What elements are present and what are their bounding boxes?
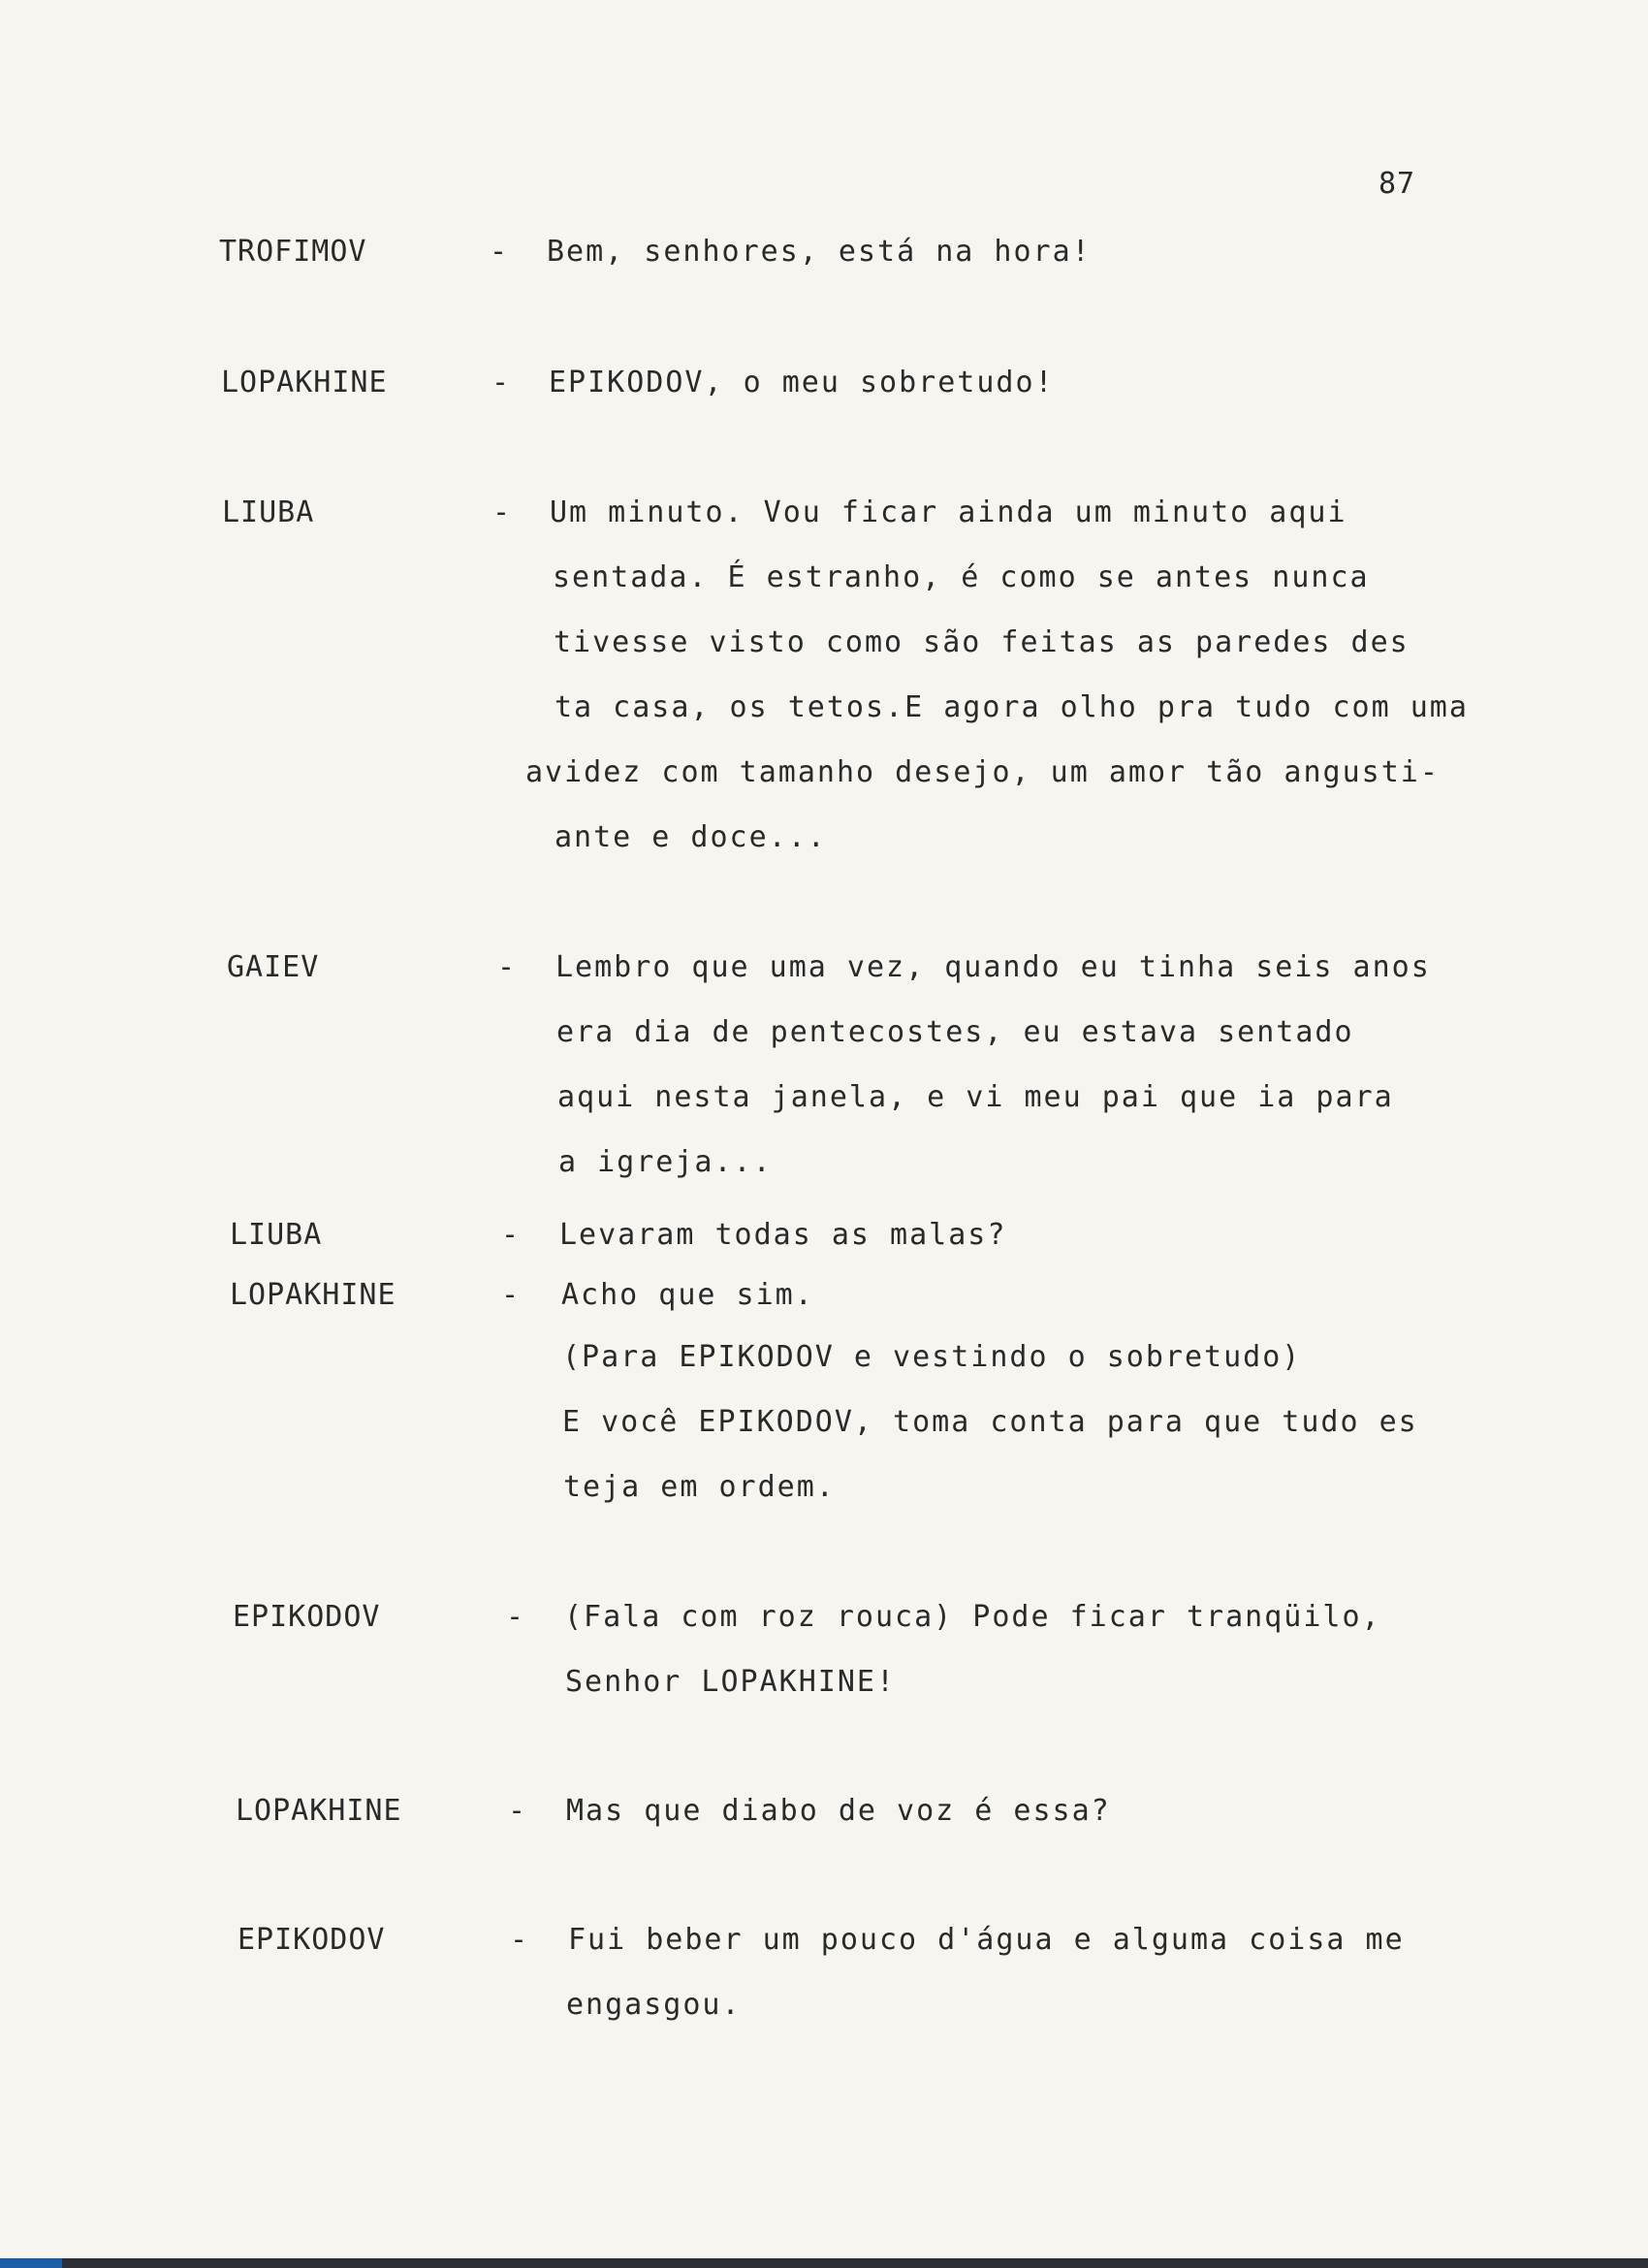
speech-dash: -: [497, 950, 516, 984]
speech-line: Lembro que uma vez, quando eu tinha seis anos: [555, 950, 1431, 984]
speech-line: (Para EPIKODOV e vestindo o sobretudo): [562, 1340, 1302, 1374]
scanner-edge-accent: [0, 2258, 62, 2268]
speech-dash: -: [501, 1278, 520, 1312]
speech-line: ta casa, os tetos.E agora olho pra tudo com uma: [555, 690, 1469, 724]
speech-line: ante e doce...: [555, 820, 827, 854]
speech-dash: -: [491, 366, 510, 399]
speech-line: engasgou.: [566, 1988, 742, 2022]
speaker-name: GAIEV: [227, 950, 320, 984]
speech-line: teja em ordem.: [563, 1470, 836, 1504]
speaker-name: LIUBA: [230, 1218, 323, 1252]
speech-line: Mas que diabo de voz é essa?: [566, 1794, 1111, 1828]
speech-line: E você EPIKODOV, toma conta para que tudo es: [562, 1405, 1418, 1439]
speech-line: Fui beber um pouco d'água e alguma coisa me: [568, 1923, 1405, 1957]
speech-dash: -: [490, 235, 508, 269]
speech-line: a igreja...: [558, 1145, 773, 1179]
speech-dash: -: [492, 495, 511, 529]
speaker-name: LIUBA: [222, 495, 315, 529]
speech-line: era dia de pentecostes, eu estava sentado: [556, 1015, 1354, 1049]
speech-line: Um minuto. Vou ficar ainda um minuto aqui: [550, 495, 1347, 529]
speech-line: Levaram todas as malas?: [559, 1218, 1007, 1252]
speech-line: EPIKODOV, o meu sobretudo!: [549, 366, 1055, 399]
speech-line: Bem, senhores, está na hora!: [547, 235, 1092, 269]
speech-line: Senhor LOPAKHINE!: [565, 1665, 897, 1699]
speech-dash: -: [510, 1923, 528, 1957]
speech-line: (Fala com roz rouca) Pode ficar tranqüilo,: [564, 1600, 1381, 1634]
page-number: 87: [1379, 167, 1416, 201]
speech-line: avidez com tamanho desejo, um amor tão angusti-: [525, 755, 1440, 789]
speech-dash: -: [501, 1218, 520, 1252]
scanner-edge: [0, 2258, 1648, 2268]
speaker-name: LOPAKHINE: [230, 1278, 396, 1312]
speech-line: tivesse visto como são feitas as paredes des: [554, 625, 1410, 659]
speaker-name: LOPAKHINE: [236, 1794, 402, 1828]
speaker-name: TROFIMOV: [219, 235, 367, 269]
speech-dash: -: [508, 1794, 526, 1828]
speech-line: aqui nesta janela, e vi meu pai que ia para: [557, 1080, 1394, 1114]
speech-dash: -: [506, 1600, 524, 1634]
speaker-name: EPIKODOV: [238, 1923, 386, 1957]
speaker-name: EPIKODOV: [233, 1600, 381, 1634]
speech-line: sentada. É estranho, é como se antes nunca: [553, 560, 1370, 594]
speaker-name: LOPAKHINE: [221, 366, 388, 399]
speech-line: Acho que sim.: [561, 1278, 814, 1312]
